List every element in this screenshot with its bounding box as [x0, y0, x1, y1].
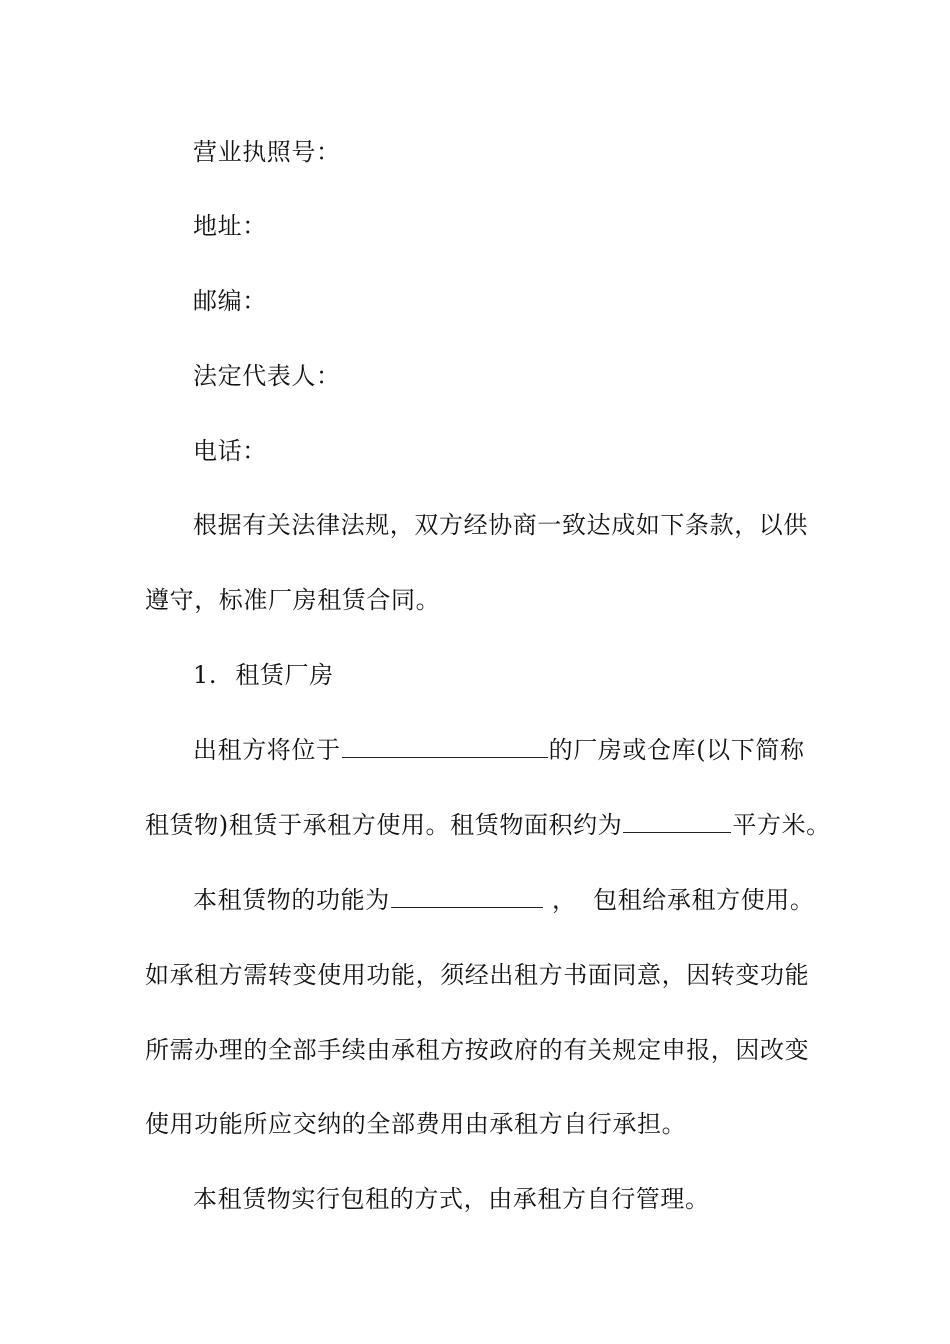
clause1-line-2 [145, 809, 831, 841]
clause1-text-a: 出租方将位于 [193, 736, 341, 764]
area-blank [623, 810, 731, 833]
postal-code-field: 邮编： [193, 287, 267, 315]
preamble-line-1: 根据有关法律法规，双方经协商一致达成如下条款，以供 [193, 511, 808, 539]
business-license-field: 营业执照号： [193, 138, 341, 166]
section-number: 1. [193, 661, 218, 689]
clause1-text-b: 的厂房或仓库(以下简称 [548, 736, 805, 764]
preamble-line-2: 遵守，标准厂房租赁合同。 [145, 586, 441, 614]
location-blank [342, 735, 548, 758]
clause1-text-d: 平方米。 [732, 811, 831, 839]
section-title: 租赁厂房 [235, 661, 334, 689]
clause2-line-3: 所需办理的全部手续由承租方按政府的有关规定申报，因改变 [145, 1036, 810, 1064]
clause1-text-c: 租赁物)租赁于承租方使用。租赁物面积约为 [145, 811, 623, 839]
clause2-line-2: 如承租方需转变使用功能，须经出租方书面同意，因转变功能 [145, 961, 810, 989]
function-blank [391, 885, 543, 908]
clause2-line-4: 使用功能所应交纳的全部费用由承租方自行承担。 [145, 1110, 687, 1138]
legal-representative-field: 法定代表人： [193, 362, 341, 390]
phone-field: 电话： [193, 437, 267, 465]
clause1-line-1 [193, 734, 810, 766]
clause2-text-a: 本租赁物的功能为 [193, 886, 390, 914]
clause2-text-b: ， 包租给承租方使用。 [543, 886, 815, 914]
address-field: 地址： [193, 212, 267, 240]
section-heading [193, 659, 810, 691]
clause2-line-1 [193, 884, 815, 916]
clause3-line: 本租赁物实行包租的方式，由承租方自行管理。 [193, 1185, 710, 1213]
